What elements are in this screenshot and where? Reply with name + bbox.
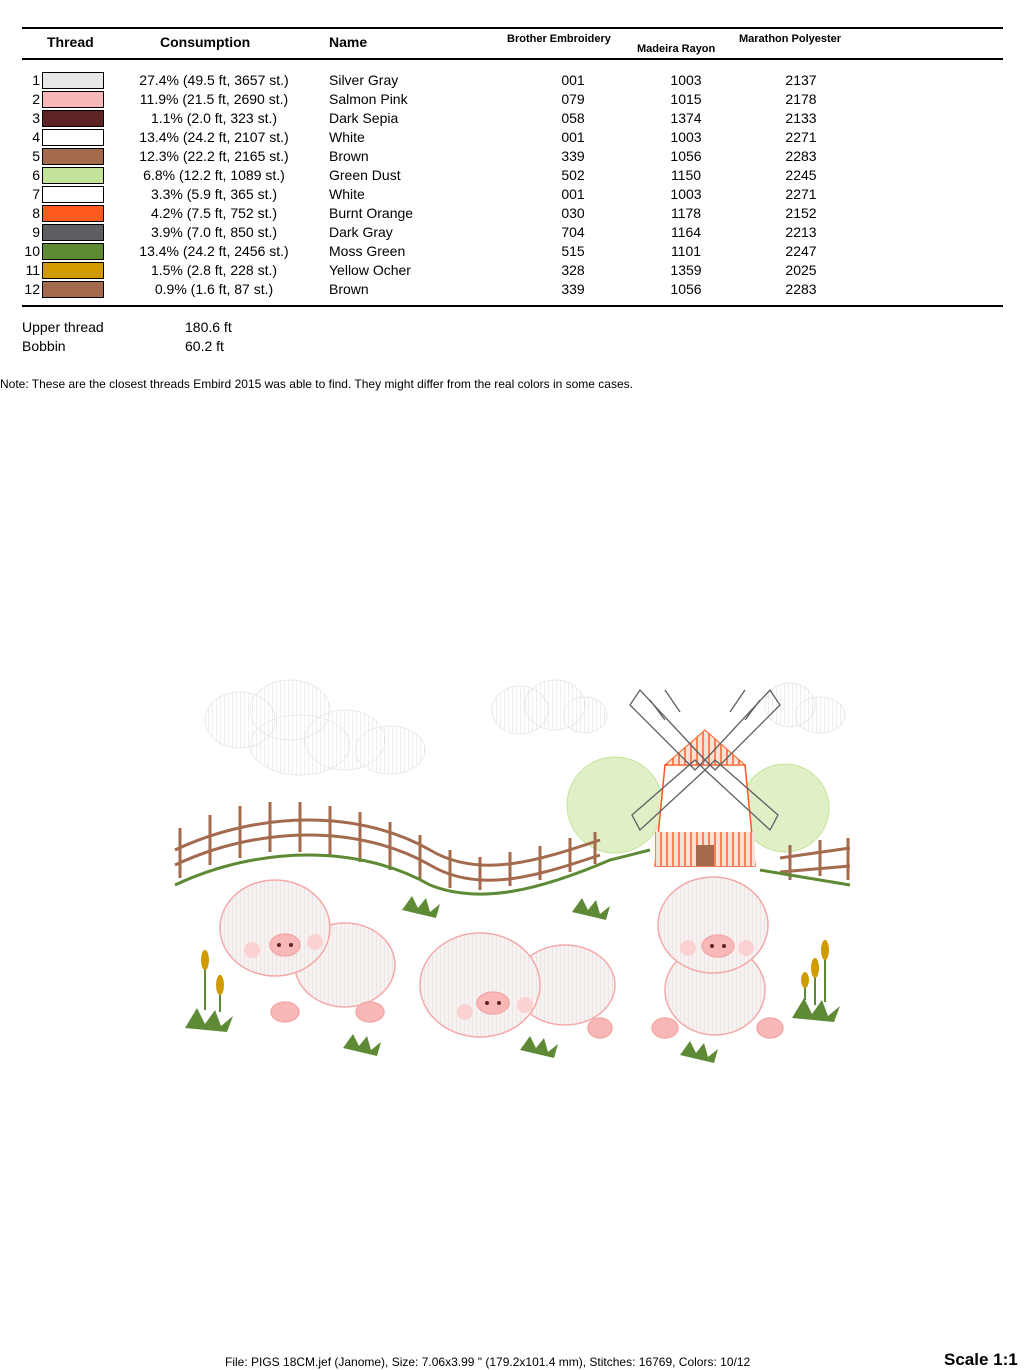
thread-name-cell: White bbox=[329, 186, 365, 202]
consumption-cell: 11.9% (21.5 ft, 2690 st.) bbox=[139, 91, 289, 107]
thread-number: 6 bbox=[32, 167, 40, 183]
thread-number: 9 bbox=[32, 224, 40, 240]
brother-code-cell: 030 bbox=[561, 205, 585, 221]
consumption-cell: 1.1% (2.0 ft, 323 st.) bbox=[150, 110, 278, 126]
consumption-cell: 0.9% (1.6 ft, 87 st.) bbox=[154, 281, 274, 297]
consumption-cell: 27.4% (49.5 ft, 3657 st.) bbox=[139, 72, 289, 88]
grass-tuft bbox=[572, 898, 610, 920]
brother-code-cell: 328 bbox=[561, 262, 585, 278]
wheat-right bbox=[801, 940, 829, 1005]
thread-header: Thread bbox=[47, 34, 94, 50]
color-swatch bbox=[42, 72, 104, 89]
thread-name-cell: Yellow Ocher bbox=[329, 262, 411, 278]
brother-code-cell: 058 bbox=[561, 110, 585, 126]
table-row bbox=[0, 128, 1024, 147]
pig-middle bbox=[420, 933, 615, 1038]
pig-left bbox=[220, 880, 395, 1022]
marathon-code-cell: 2283 bbox=[785, 148, 817, 164]
madeira-code-cell: 1015 bbox=[670, 91, 702, 107]
thread-name-cell: Silver Gray bbox=[329, 72, 399, 88]
table-row bbox=[0, 280, 1024, 299]
color-swatch bbox=[42, 262, 104, 279]
thread-name-cell: Salmon Pink bbox=[329, 91, 408, 107]
brother-code-cell: 079 bbox=[561, 91, 585, 107]
grass-tuft bbox=[520, 1036, 558, 1058]
thread-number: 12 bbox=[24, 281, 40, 297]
consumption-cell: 4.2% (7.5 ft, 752 st.) bbox=[150, 205, 278, 221]
thread-name-cell: Dark Gray bbox=[329, 224, 393, 240]
marathon-header: Marathon Polyester bbox=[739, 33, 842, 45]
top-rule bbox=[22, 27, 1003, 29]
brother-code-cell: 502 bbox=[561, 167, 585, 183]
color-swatch bbox=[42, 148, 104, 165]
table-row bbox=[0, 166, 1024, 185]
name-header: Name bbox=[329, 34, 368, 50]
madeira-code-cell: 1003 bbox=[670, 129, 702, 145]
thread-number: 2 bbox=[32, 91, 40, 107]
consumption-header: Consumption bbox=[160, 34, 251, 50]
cloud-middle bbox=[492, 680, 607, 734]
madeira-header: Madeira Rayon bbox=[637, 43, 716, 55]
thread-number: 1 bbox=[32, 72, 40, 88]
thread-number: 3 bbox=[32, 110, 40, 126]
brother-code-cell: 001 bbox=[561, 129, 585, 145]
thread-name-cell: Green Dust bbox=[329, 167, 401, 183]
marathon-code-cell: 2152 bbox=[785, 205, 817, 221]
table-row bbox=[0, 242, 1024, 261]
file-info: File: PIGS 18CM.jef (Janome), Size: 7.06x3.99 " (179.2x101.4 mm), Stitches: 16769, Colors: 10/12 bbox=[225, 1355, 751, 1369]
color-swatch bbox=[42, 224, 104, 241]
consumption-cell: 13.4% (24.2 ft, 2456 st.) bbox=[139, 243, 289, 259]
color-swatch bbox=[42, 243, 104, 260]
madeira-code-cell: 1056 bbox=[670, 281, 702, 297]
color-swatch bbox=[42, 205, 104, 222]
madeira-code-cell: 1003 bbox=[670, 72, 702, 88]
madeira-code-cell: 1003 bbox=[670, 186, 702, 202]
brother-header: Brother Embroidery bbox=[507, 33, 611, 45]
thread-name-cell: Dark Sepia bbox=[329, 110, 399, 126]
table-row bbox=[0, 71, 1024, 90]
bobbin-label: Bobbin bbox=[22, 338, 66, 354]
marathon-code-cell: 2271 bbox=[785, 129, 817, 145]
consumption-cell: 3.3% (5.9 ft, 365 st.) bbox=[150, 186, 278, 202]
table-row bbox=[0, 147, 1024, 166]
consumption-cell: 6.8% (12.2 ft, 1089 st.) bbox=[143, 167, 285, 183]
madeira-code-cell: 1178 bbox=[670, 205, 702, 221]
cloud-left bbox=[205, 680, 425, 775]
color-swatch bbox=[42, 167, 104, 184]
embroidery-preview bbox=[0, 600, 1024, 1100]
scale-label: Scale 1:1 bbox=[944, 1350, 1018, 1369]
thread-number: 4 bbox=[32, 129, 40, 145]
marathon-code-cell: 2025 bbox=[785, 262, 817, 278]
marathon-code-cell: 2213 bbox=[785, 224, 817, 240]
marathon-code-cell: 2137 bbox=[785, 72, 817, 88]
marathon-code-cell: 2178 bbox=[785, 91, 817, 107]
brother-code-cell: 704 bbox=[561, 224, 585, 240]
color-swatch bbox=[42, 91, 104, 108]
thread-number: 7 bbox=[32, 186, 40, 202]
consumption-cell: 12.3% (22.2 ft, 2165 st.) bbox=[139, 148, 289, 164]
madeira-code-cell: 1056 bbox=[670, 148, 702, 164]
table-row bbox=[0, 90, 1024, 109]
table-row bbox=[0, 185, 1024, 204]
thread-name-cell: Moss Green bbox=[329, 243, 406, 259]
thread-number: 11 bbox=[25, 262, 40, 278]
table-row bbox=[0, 223, 1024, 242]
upper-thread-value: 180.6 ft bbox=[185, 319, 232, 335]
brother-code-cell: 001 bbox=[561, 186, 585, 202]
brother-code-cell: 339 bbox=[561, 148, 585, 164]
color-swatch bbox=[42, 186, 104, 203]
brother-code-cell: 515 bbox=[561, 243, 585, 259]
thread-name-cell: Burnt Orange bbox=[329, 205, 414, 221]
tree-left bbox=[567, 757, 663, 853]
grass-tuft bbox=[680, 1041, 718, 1063]
color-swatch bbox=[42, 110, 104, 127]
grass-tuft bbox=[185, 1008, 233, 1032]
table-row bbox=[0, 261, 1024, 280]
grass-tuft bbox=[402, 896, 440, 918]
madeira-code-cell: 1164 bbox=[670, 224, 702, 240]
table-row bbox=[0, 204, 1024, 223]
madeira-code-cell: 1101 bbox=[670, 243, 702, 259]
pig-right bbox=[652, 877, 783, 1038]
color-swatch bbox=[42, 281, 104, 298]
thread-number: 5 bbox=[32, 148, 40, 164]
marathon-code-cell: 2247 bbox=[785, 243, 817, 259]
table-row bbox=[0, 109, 1024, 128]
brother-code-cell: 339 bbox=[561, 281, 585, 297]
bobbin-value: 60.2 ft bbox=[185, 338, 224, 354]
madeira-code-cell: 1359 bbox=[670, 262, 702, 278]
thread-name-cell: Brown bbox=[329, 148, 369, 164]
thread-name-cell: Brown bbox=[329, 281, 369, 297]
consumption-cell: 13.4% (24.2 ft, 2107 st.) bbox=[139, 129, 289, 145]
thread-note: Note: These are the closest threads Embird 2015 was able to find. They might differ from the real colors in some cases. bbox=[0, 377, 633, 391]
thread-number: 10 bbox=[24, 243, 40, 259]
consumption-cell: 1.5% (2.8 ft, 228 st.) bbox=[150, 262, 278, 278]
header-rule bbox=[22, 58, 1003, 60]
madeira-code-cell: 1150 bbox=[670, 167, 702, 183]
color-swatch bbox=[42, 129, 104, 146]
madeira-code-cell: 1374 bbox=[670, 110, 702, 126]
marathon-code-cell: 2133 bbox=[785, 110, 817, 126]
wheat-left bbox=[201, 950, 224, 1012]
upper-thread-label: Upper thread bbox=[22, 319, 104, 335]
thread-number: 8 bbox=[32, 205, 40, 221]
marathon-code-cell: 2271 bbox=[785, 186, 817, 202]
brother-code-cell: 001 bbox=[561, 72, 585, 88]
bottom-rule bbox=[22, 305, 1003, 307]
grass-tuft bbox=[343, 1034, 381, 1056]
consumption-cell: 3.9% (7.0 ft, 850 st.) bbox=[150, 224, 278, 240]
marathon-code-cell: 2245 bbox=[785, 167, 817, 183]
marathon-code-cell: 2283 bbox=[785, 281, 817, 297]
grass-line-right bbox=[760, 870, 850, 885]
thread-name-cell: White bbox=[329, 129, 365, 145]
